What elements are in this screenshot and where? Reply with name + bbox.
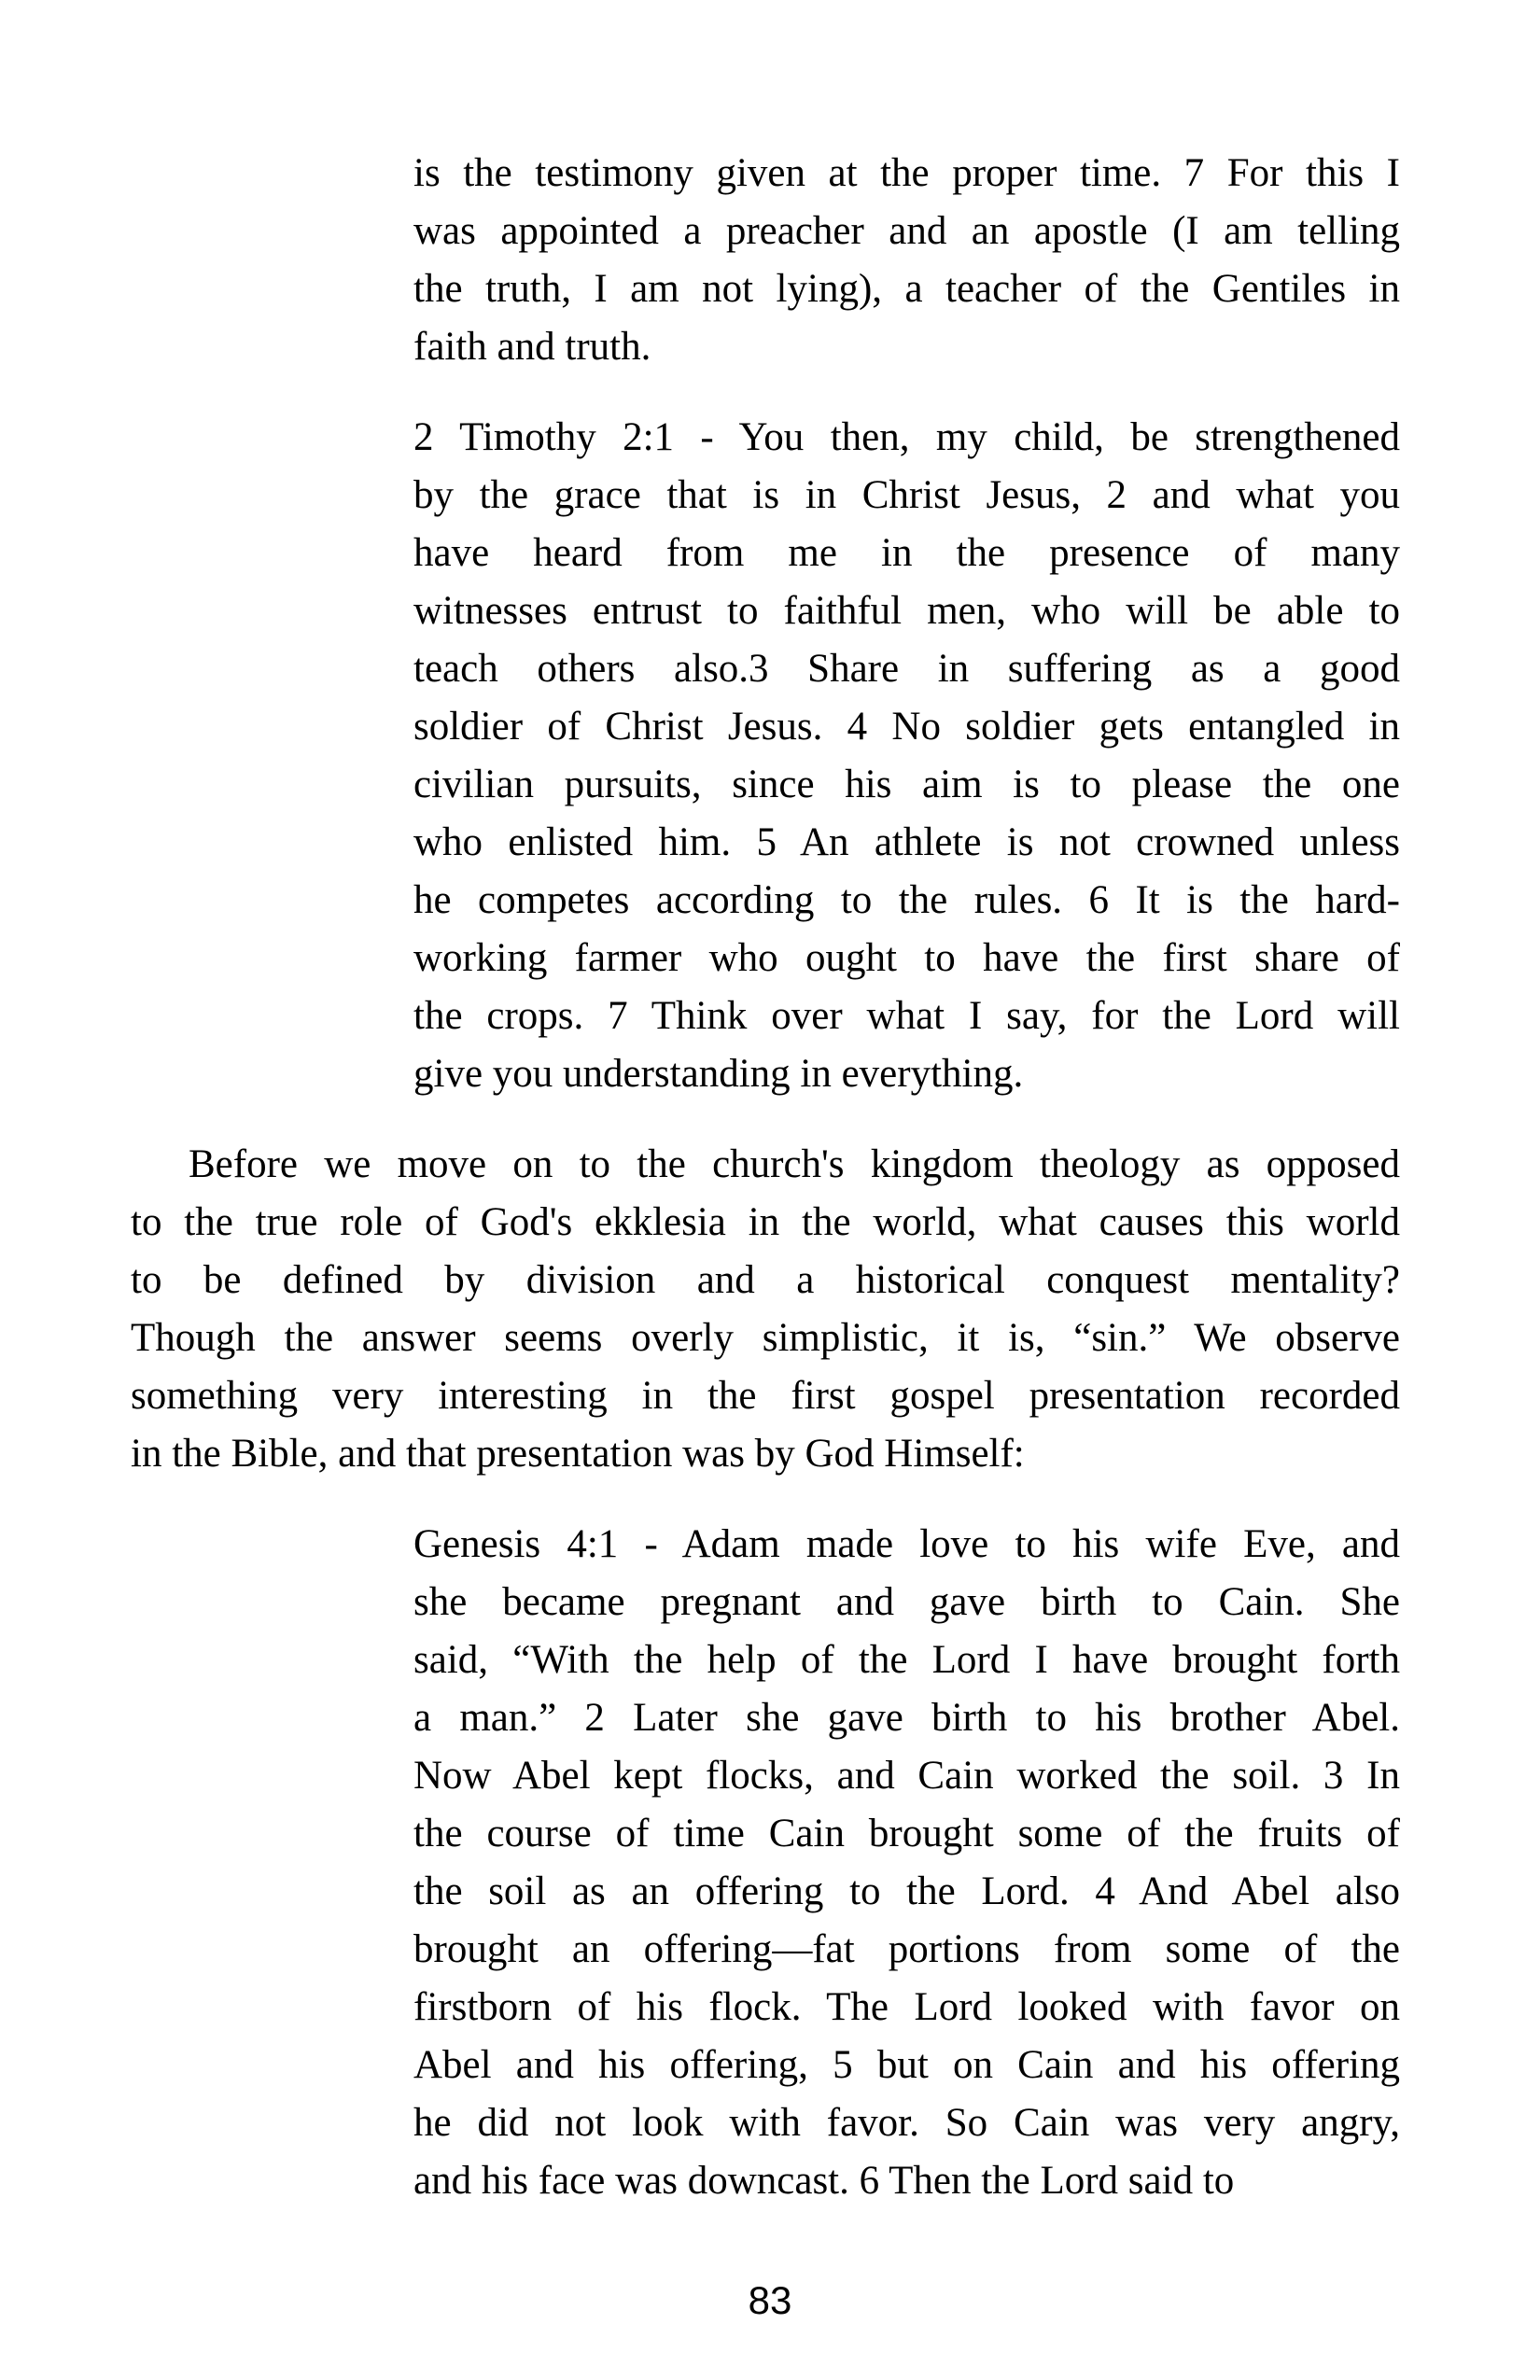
text-line: said, “With the help of the Lord I have brought forth	[413, 1638, 1400, 1682]
text-line: Though the answer seems overly simplistic, it is, “sin.” We observe	[131, 1316, 1400, 1360]
text-line: Before we move on to the church's kingdom theology as opposed	[189, 1142, 1400, 1186]
text-line: a man.” 2 Later she gave birth to his brother Abel.	[413, 1696, 1400, 1740]
text-line: to the true role of God's ekklesia in the world, what causes this world	[131, 1200, 1400, 1244]
text-line: she became pregnant and gave birth to Cain. She	[413, 1580, 1400, 1624]
text-line: Genesis 4:1 - Adam made love to his wife Eve, and	[413, 1522, 1400, 1566]
text-line: firstborn of his flock. The Lord looked with favor on	[413, 1985, 1400, 2029]
text-line: 2 Timothy 2:1 - You then, my child, be strengthened	[413, 415, 1400, 459]
text-line: have heard from me in the presence of many	[413, 531, 1400, 575]
text-line: to be defined by division and a historical conquest mentality?	[131, 1258, 1400, 1302]
text-line: and his face was downcast. 6 Then the Lord said to	[413, 2159, 1235, 2203]
text-line: civilian pursuits, since his aim is to please the one	[413, 763, 1400, 806]
text-line: the course of time Cain brought some of the fruits of	[413, 1812, 1400, 1855]
text-line: the truth, I am not lying), a teacher of the Gentiles in	[413, 267, 1400, 311]
text-line: by the grace that is in Christ Jesus, 2 and what you	[413, 473, 1400, 517]
blockquote-paragraph	[413, 145, 1400, 376]
text-line: is the testimony given at the proper time. 7 For this I	[413, 151, 1400, 195]
text-line: who enlisted him. 5 An athlete is not crowned unless	[413, 820, 1400, 864]
text-content	[131, 145, 1400, 2243]
text-line: teach others also.3 Share in suffering as a good	[413, 647, 1400, 691]
text-line: Abel and his offering, 5 but on Cain and his offering	[413, 2043, 1400, 2087]
text-line: give you understanding in everything.	[413, 1052, 1024, 1096]
text-line: the soil as an offering to the Lord. 4 And Abel also	[413, 1869, 1400, 1913]
text-line: brought an offering—fat portions from some of the	[413, 1927, 1400, 1971]
text-line: something very interesting in the first gospel presentation recorded	[131, 1374, 1400, 1418]
text-line: working farmer who ought to have the first share of	[413, 936, 1400, 980]
page-number: 83	[748, 2278, 792, 2322]
text-line: was appointed a preacher and an apostle (I am telling	[413, 209, 1400, 253]
text-line: in the Bible, and that presentation was by God Himself:	[131, 1432, 1025, 1476]
text-line: faith and truth.	[413, 325, 651, 369]
blockquote-paragraph	[413, 409, 1400, 1103]
text-line: he competes according to the rules. 6 It is the hard-	[413, 878, 1400, 922]
text-line: soldier of Christ Jesus. 4 No soldier gets entangled in	[413, 705, 1400, 749]
text-line: Now Abel kept flocks, and Cain worked the soil. 3 In	[413, 1754, 1400, 1798]
body-paragraph	[131, 1136, 1400, 1483]
blockquote-paragraph	[413, 1516, 1400, 2210]
text-line: witnesses entrust to faithful men, who will be able to	[413, 589, 1400, 633]
text-line: he did not look with favor. So Cain was very angry,	[413, 2101, 1400, 2145]
text-line: the crops. 7 Think over what I say, for the Lord will	[413, 994, 1400, 1038]
